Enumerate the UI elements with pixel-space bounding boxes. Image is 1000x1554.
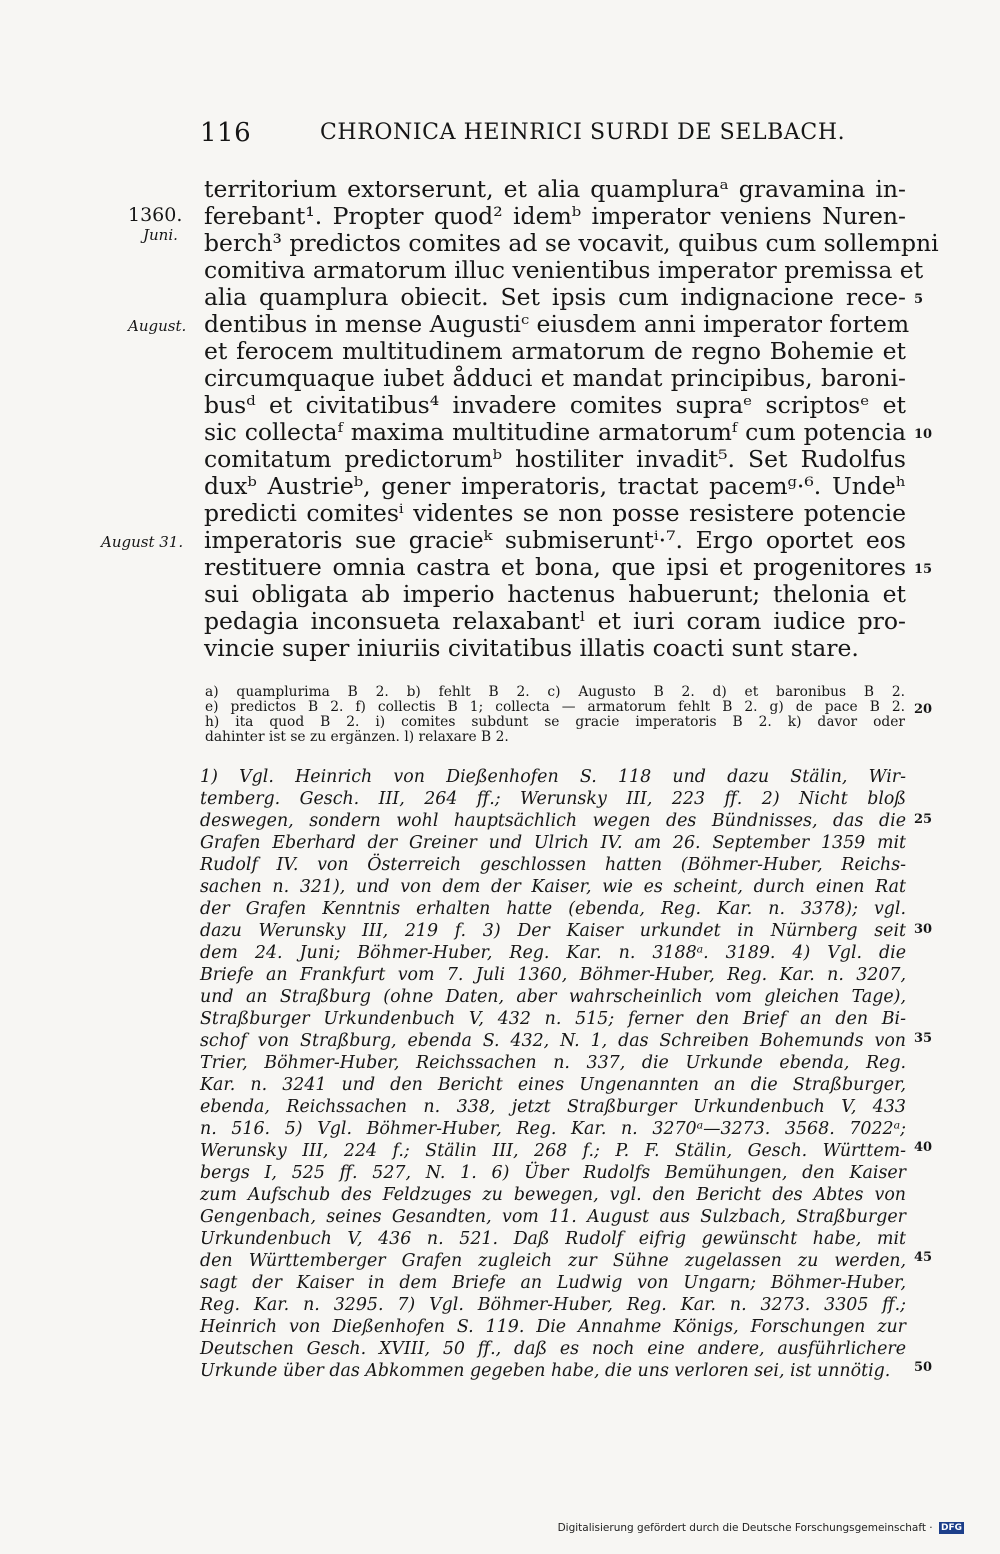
line-number: 50: [914, 1360, 933, 1375]
footnote-line: Reg. Kar. n. 3295. 7) Vgl. Böhmer-Huber, Reg. Kar. n. 3273. 3305 ff.;: [200, 1295, 906, 1315]
line-number: 15: [914, 562, 933, 577]
footnote-line: sagt der Kaiser in dem Briefe an Ludwig von Ungarn; Böhmer-Huber,: [200, 1273, 906, 1293]
line-number: 5: [914, 292, 924, 307]
footnote-line: Trier, Böhmer-Huber, Reichssachen n. 337, die Urkunde ebenda, Reg.: [200, 1053, 906, 1073]
footnote-line: den Württemberger Grafen zugleich zur Sühne zugelassen zu werden,: [200, 1251, 906, 1271]
footnote-line: Urkunde über das Abkommen gegeben habe, die uns verloren sei, ist unnötig.: [200, 1361, 891, 1381]
footnote-line: ebenda, Reichssachen n. 338, jetzt Straßburger Urkundenbuch V, 433: [200, 1097, 906, 1117]
main-text-line: dentibus in mense Augustiᶜ eiusdem anni imperator fortem: [204, 310, 910, 338]
footnote-line: Rudolf IV. von Österreich geschlossen hatten (Böhmer-Huber, Reichs-: [200, 855, 906, 875]
line-number: 30: [914, 922, 933, 937]
main-text-line: sui obligata ab imperio hactenus habuerunt; thelonia et: [204, 580, 906, 608]
footnote-line: Werunsky III, 224 f.; Stälin III, 268 f.; P. F. Stälin, Gesch. Württem-: [200, 1141, 906, 1161]
footnote-line: schof von Straßburg, ebenda S. 432, N. 1, das Schreiben Bohemunds von: [200, 1031, 906, 1051]
footnote-line: Grafen Eberhard der Greiner und Ulrich IV. am 26. September 1359 mit: [200, 833, 906, 853]
footnote-line: zum Aufschub des Feldzuges zu bewegen, vgl. den Bericht des Abtes von: [200, 1185, 906, 1205]
main-text-line: pedagia inconsueta relaxabantˡ et iuri coram iudice pro-: [204, 607, 906, 635]
main-text-line: busᵈ et civitatibus⁴ invadere comites supraᵉ scriptosᵉ et: [204, 391, 906, 419]
footnote-line: dazu Werunsky III, 219 f. 3) Der Kaiser urkundet in Nürnberg seit: [200, 921, 906, 941]
footnote-line: n. 516. 5) Vgl. Böhmer-Huber, Reg. Kar. n. 3270ᵃ—3273. 3568. 7022ᵃ;: [200, 1119, 906, 1139]
footnote-line: dem 24. Juni; Böhmer-Huber, Reg. Kar. n. 3188ᵃ. 3189. 4) Vgl. die: [200, 943, 906, 963]
margin-month-juni: Juni.: [143, 226, 178, 244]
main-text-line: et ferocem multitudinem armatorum de regno Bohemie et: [204, 337, 906, 365]
page-header: [200, 118, 846, 152]
footnote-line: Deutschen Gesch. XVIII, 50 ff., daß es noch eine andere, ausführlichere: [200, 1339, 906, 1359]
digitization-credit: [558, 1522, 964, 1534]
main-text-line: comitiva armatorum illuc venientibus imperator premissa et: [204, 256, 924, 284]
footnote-line: Gengenbach, seines Gesandten, vom 11. August aus Sulzbach, Straßburger: [200, 1207, 906, 1227]
footnote-line: der Grafen Kenntnis erhalten hatte (ebenda, Reg. Kar. n. 3378); vgl.: [200, 899, 906, 919]
margin-year: 1360.: [128, 204, 183, 226]
margin-month-august: August.: [128, 317, 187, 335]
main-text-line: imperatoris sue gracieᵏ submiseruntⁱ·⁷. Ergo oportet eos: [204, 526, 906, 554]
main-text-line: circumquaque iubet ådduci et mandat principibus, baroni-: [204, 364, 906, 392]
main-text-line: restituere omnia castra et bona, que ipsi et progenitores: [204, 553, 906, 581]
footnote-line: bergs I, 525 ff. 527, N. 1. 6) Über Rudolfs Bemühungen, den Kaiser: [200, 1163, 906, 1183]
apparatus-line: a) quamplurima B 2. b) fehlt B 2. c) Augusto B 2. d) et baronibus B 2.: [205, 684, 905, 700]
margin-date-august-31: August 31.: [101, 533, 184, 551]
footnote-line: 1) Vgl. Heinrich von Dießenhofen S. 118 und dazu Stälin, Wir-: [200, 767, 906, 787]
main-text-line: sic collectaᶠ maxima multitudine armatorumᶠ cum potencia: [204, 418, 906, 446]
line-number: 45: [914, 1250, 933, 1265]
line-number: 35: [914, 1031, 933, 1046]
credit-text: Digitalisierung gefördert durch die Deutsche Forschungsgemeinschaft ·: [557, 1522, 933, 1534]
footnote-line: sachen n. 321), und von dem der Kaiser, wie es scheint, durch einen Rat: [200, 877, 906, 897]
footnote-line: Briefe an Frankfurt vom 7. Juli 1360, Böhmer-Huber, Reg. Kar. n. 3207,: [200, 965, 906, 985]
footnote-line: Kar. n. 3241 und den Bericht eines Ungenannten an die Straßburger,: [200, 1075, 906, 1095]
line-number: 40: [914, 1140, 933, 1155]
dfg-logo: DFG: [940, 1523, 962, 1533]
main-text-line: alia quamplura obiecit. Set ipsis cum indignacione rece-: [204, 283, 906, 311]
running-title: CHRONICA HEINRICI SURDI DE SELBACH.: [320, 120, 846, 145]
apparatus-line: e) predictos B 2. f) collectis B 1; collecta — armatorum fehlt B 2. g) de pace B 2.: [205, 699, 905, 715]
line-number: 25: [914, 812, 933, 827]
footnote-line: Heinrich von Dießenhofen S. 119. Die Annahme Königs, Forschungen zur: [200, 1317, 906, 1337]
footnote-line: Straßburger Urkundenbuch V, 432 n. 515; ferner den Brief an den Bi-: [200, 1009, 906, 1029]
apparatus-line: h) ita quod B 2. i) comites subdunt se gracie imperatoris B 2. k) davor oder: [205, 714, 905, 730]
footnote-line: Urkundenbuch V, 436 n. 521. Daß Rudolf eifrig gewünscht habe, mit: [200, 1229, 906, 1249]
footnote-line: deswegen, sondern wohl hauptsächlich wegen des Bündnisses, das die: [200, 811, 906, 831]
page-number: 116: [200, 118, 252, 148]
main-text-line: duxᵇ Austrieᵇ, gener imperatoris, tractat pacemᵍ·⁶. Undeʰ: [204, 472, 906, 500]
main-text-line: berch³ predictos comites ad se vocavit, quibus cum sollempni: [204, 229, 939, 257]
main-text-line: territorium extorserunt, et alia quampluraᵃ gravamina in-: [204, 175, 906, 203]
main-text-line: predicti comitesⁱ videntes se non posse resistere potencie: [204, 499, 906, 527]
line-number: 20: [914, 702, 933, 717]
main-text-line: comitatum predictorumᵇ hostiliter invadit⁵. Set Rudolfus: [204, 445, 906, 473]
apparatus-line: dahinter ist se zu ergänzen. l) relaxare B 2.: [205, 729, 509, 745]
footnote-line: temberg. Gesch. III, 264 ff.; Werunsky III, 223 ff. 2) Nicht bloß: [200, 789, 906, 809]
main-text-line: ferebant¹. Propter quod² idemᵇ imperator veniens Nuren-: [204, 202, 906, 230]
main-text-line: vincie super iniuriis civitatibus illatis coacti sunt stare.: [204, 634, 859, 662]
line-number: 10: [914, 427, 933, 442]
footnote-line: und an Straßburg (ohne Daten, aber wahrscheinlich vom gleichen Tage),: [200, 987, 906, 1007]
